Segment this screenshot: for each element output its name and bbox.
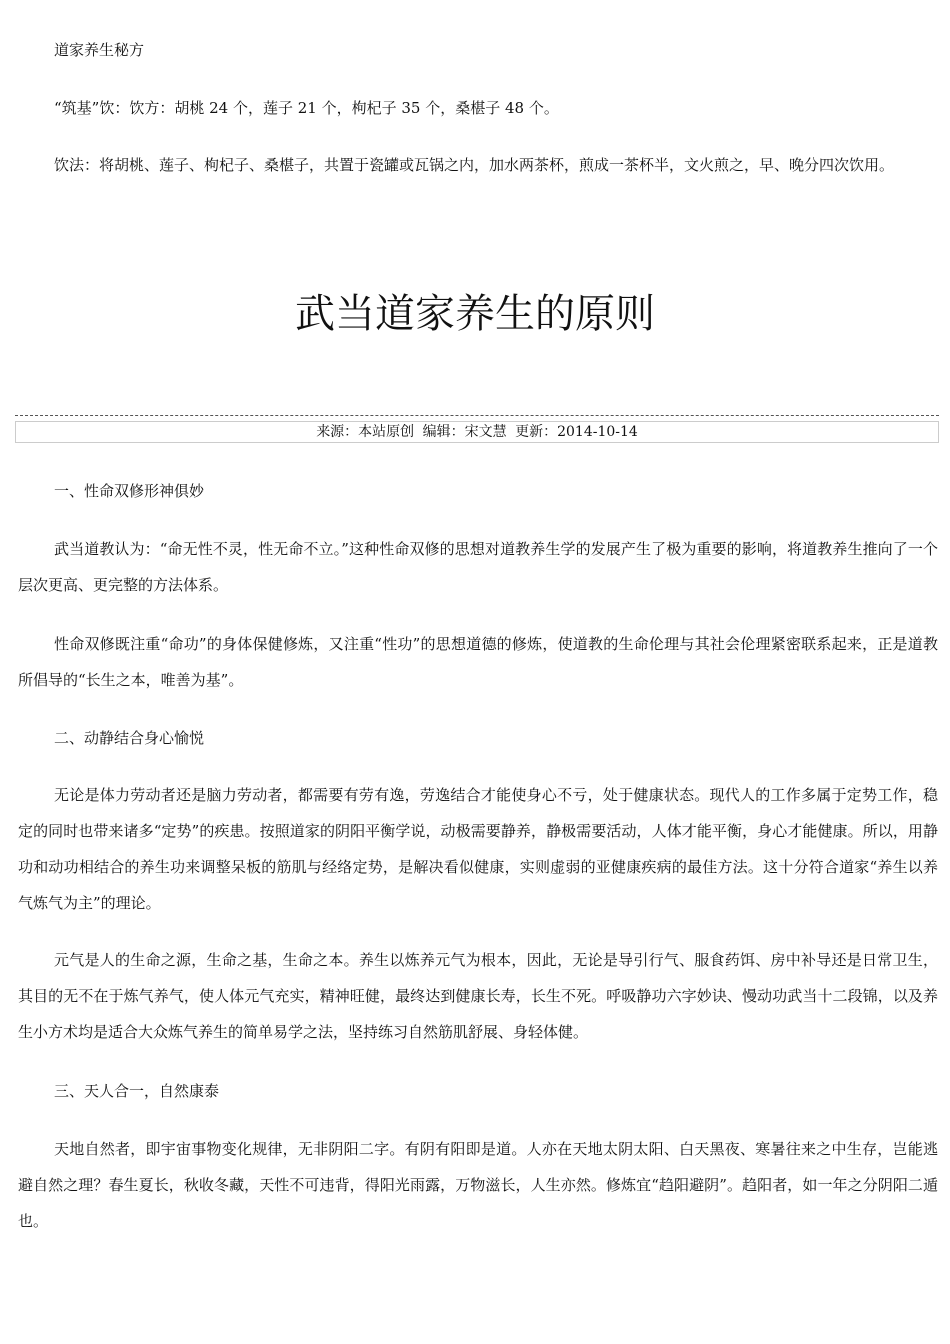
meta-source: 来源：本站原创 [316,424,415,440]
meta-updated: 更新：2014-10-14 [515,424,638,440]
recipe-paragraph: “筑基”饮：饮方：胡桃 24 个，莲子 21 个，枸杞子 35 个，桑椹子 48 个。 [54,99,559,117]
section-heading-2: 二、动静结合身心愉悦 [54,729,205,747]
section-heading-3: 三、天人合一，自然康泰 [54,1082,220,1100]
intro-heading: 道家养生秘方 [54,41,145,59]
body-paragraph: 元气是人的生命之源，生命之基，生命之本。养生以炼养元气为根本，因此，无论是导引行气、服食药饵、房中补导还是日常卫生，其目的无不在于炼气养气，使人体元气充实，精神旺健，最终达到健康长寿，长生不死。呼吸静功六字妙诀、慢动功武当十二段锦，以及养生小方术均是适合大众炼气养生的简单易学之法，坚持练习自然筋肌舒展、身轻体健。 [18,951,938,1041]
method-paragraph: 饮法：将胡桃、莲子、枸杞子、桑椹子，共置于瓷罐或瓦锅之内，加水两茶杯，煎成一茶杯半，文火煎之，早、晚分四次饮用。 [54,156,895,174]
page-title: 武当道家养生的原则 [295,291,655,337]
body-paragraph: 无论是体力劳动者还是脑力劳动者，都需要有劳有逸，劳逸结合才能使身心不亏，处于健康状态。现代人的工作多属于定势工作，稳定的同时也带来诸多“定势”的疾患。按照道家的阴阳平衡学说，动极需要静养，静极需要活动，人体才能平衡，身心才能健康。所以，用静功和动功相结合的养生功来调整呆板的筋肌与经络定势，是解决看似健康，实则虚弱的亚健康疾病的最佳方法。这十分符合道家“养生以养气炼气为主”的理论。 [18,786,938,912]
body-paragraph: 武当道教认为：“命无性不灵，性无命不立。”这种性命双修的思想对道教养生学的发展产生了极为重要的影响，将道教养生推向了一个层次更高、更完整的方法体系。 [18,540,938,594]
section-heading-1: 一、性命双修形神俱妙 [54,482,205,500]
body-paragraph: 性命双修既注重“命功”的身体保健修炼，又注重“性功”的思想道德的修炼，使道教的生命伦理与其社会伦理紧密联系起来，正是道教所倡导的“长生之本，唯善为基”。 [18,635,938,689]
meta-editor: 编辑：宋文慧 [422,424,507,440]
title-divider [15,415,939,416]
body-paragraph: 天地自然者，即宇宙事物变化规律，无非阴阳二字。有阴有阳即是道。人亦在天地太阴太阳、白天黑夜、寒暑往来之中生存，岂能逃避自然之理？春生夏长，秋收冬藏，天性不可违背，得阳光雨露，万物滋长，人生亦然。修炼宜“趋阳避阴”。趋阳者，如一年之分阴阳二遁也。 [18,1140,938,1230]
article-meta [15,421,939,443]
